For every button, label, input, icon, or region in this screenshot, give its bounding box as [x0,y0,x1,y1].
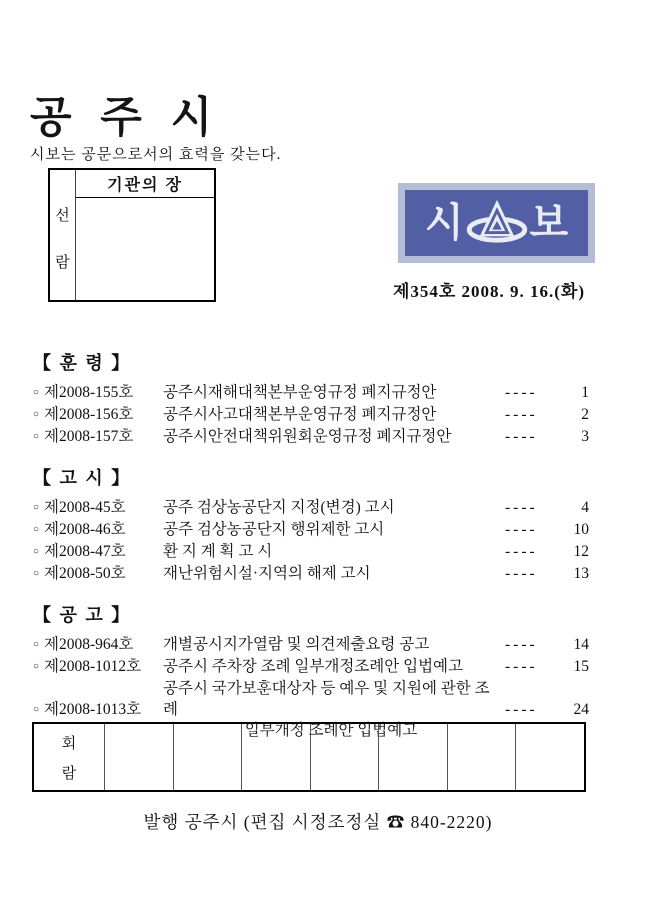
gazette-effect-statement: 시보는 공문으로서의 효력을 갖는다. [30,147,282,163]
toc-item-title: 공주 검상농공단지 행위제한 고시 [163,521,385,538]
circle-bullet-icon: ○ [33,546,40,557]
toc-section-announcements [33,601,589,741]
circulation-empty-cell [104,724,173,790]
logo-char-bo: 보 [529,201,569,245]
toc-page-number: 1 [581,384,589,401]
toc-item-number: ○ 제2008-1013호 [33,701,142,718]
toc-item-number: ○ 제2008-50호 [33,565,126,582]
toc-item-title: 재난위험시설·지역의 해제 고시 [163,565,371,582]
toc-item-number: ○ 제2008-45호 [33,499,126,516]
circulation-empty-cell [173,724,242,790]
logo-char-si: 시 [424,201,464,245]
approval-stamp-box [48,168,216,302]
circle-bullet-icon: ○ [33,661,40,672]
approval-side-char-2: 람 [55,255,70,271]
toc-page-number: 2 [581,406,589,423]
circulation-empty-cell [378,724,447,790]
toc-item-title-line2: 일부개정 조례안 입법예고 [244,722,418,739]
toc-item-number: ○ 제2008-46호 [33,521,126,538]
toc-item-title: 공주시재해대책본부운영규정 폐지규정안 [163,384,437,401]
toc-leader-dashes: ---- [505,499,538,516]
sibo-logo [398,183,595,263]
toc-leader-dashes: ---- [505,658,538,675]
toc-item [33,563,589,584]
toc-item-title: 환 지 계 획 고 시 [163,543,273,560]
toc-item [33,497,589,518]
toc-section-header: 【 공 고 】 [33,605,132,625]
toc-item-number: ○ 제2008-964호 [33,636,134,653]
circle-bullet-icon: ○ [33,568,40,579]
toc-page-number: 24 [573,701,589,718]
toc-item-title: 공주시 주차장 조례 일부개정조례안 입법예고 [163,658,463,675]
toc-leader-dashes: ---- [505,701,538,718]
circulation-empty-cell [241,724,310,790]
toc-item-number: ○ 제2008-157호 [33,428,134,445]
toc-leader-dashes: ---- [505,543,538,560]
circulation-empty-cell [515,724,584,790]
toc-leader-dashes: ---- [505,565,538,582]
toc-page-number: 15 [573,658,589,675]
toc-item [33,382,589,403]
sibo-logo-inner [405,190,588,256]
toc-page-number: 12 [573,543,589,560]
toc-item [33,656,589,677]
toc-item [33,426,589,447]
toc-leader-dashes: ---- [505,384,538,401]
toc-item-title: 공주 검상농공단지 지정(변경) 고시 [163,499,395,516]
toc-item-number: ○ 제2008-155호 [33,384,134,401]
toc-item-number: ○ 제2008-1012호 [33,658,142,675]
toc-page-number: 14 [573,636,589,653]
approval-side-char-1: 선 [55,208,70,224]
toc-section-header: 【 고 시 】 [33,468,132,488]
circle-bullet-icon: ○ [33,639,40,650]
toc-item-title: 개별공시지가열람 및 의견제출요령 공고 [163,636,430,653]
toc-section-notices [33,464,589,584]
toc-item [33,634,589,655]
toc-section-directives [33,349,589,447]
toc-item-title: 공주시사고대책본부운영규정 폐지규정안 [163,406,437,423]
toc-item-title: 공주시안전대책위원회운영규정 폐지규정안 [163,428,452,445]
circulation-box [32,722,586,792]
gongju-city-emblem-icon [465,198,529,249]
circle-bullet-icon: ○ [33,704,40,715]
circulation-empty-cell [447,724,516,790]
table-of-contents [33,349,589,758]
toc-leader-dashes: ---- [505,406,538,423]
circle-bullet-icon: ○ [33,524,40,535]
toc-item-number: ○ 제2008-47호 [33,543,126,560]
toc-item [33,541,589,562]
circle-bullet-icon: ○ [33,409,40,420]
toc-leader-dashes: ---- [505,521,538,538]
toc-item-title: 공주시 국가보훈대상자 등 예우 및 지원에 관한 조례 일부개정 조례안 입법예고 [163,678,505,741]
circulation-empty-cell [310,724,379,790]
toc-item-number: ○ 제2008-156호 [33,406,134,423]
circulation-label-cell [34,724,104,790]
issue-number-and-date: 제354호 2008. 9. 16.(화) [392,282,586,301]
circle-bullet-icon: ○ [33,431,40,442]
approval-main-column [76,170,214,300]
page-title: 공 주 시 [30,95,222,142]
toc-leader-dashes: ---- [505,428,538,445]
toc-page-number: 4 [581,499,589,516]
toc-leader-dashes: ---- [505,636,538,653]
toc-page-number: 3 [581,428,589,445]
toc-section-header: 【 훈 령 】 [33,353,132,373]
approval-header: 기관의 장 [76,170,214,198]
publisher-footer: 발행 공주시 (편집 시정조정실 ☎ 840-2220) [143,812,493,832]
circulation-label-char-2: 람 [61,765,77,782]
toc-page-number: 10 [573,521,589,538]
approval-empty-cell [76,198,214,300]
toc-item [33,519,589,540]
approval-side-column [50,170,76,300]
toc-page-number: 13 [573,565,589,582]
toc-item [33,404,589,425]
circle-bullet-icon: ○ [33,502,40,513]
circulation-label-char-1: 회 [61,735,77,752]
circle-bullet-icon: ○ [33,387,40,398]
